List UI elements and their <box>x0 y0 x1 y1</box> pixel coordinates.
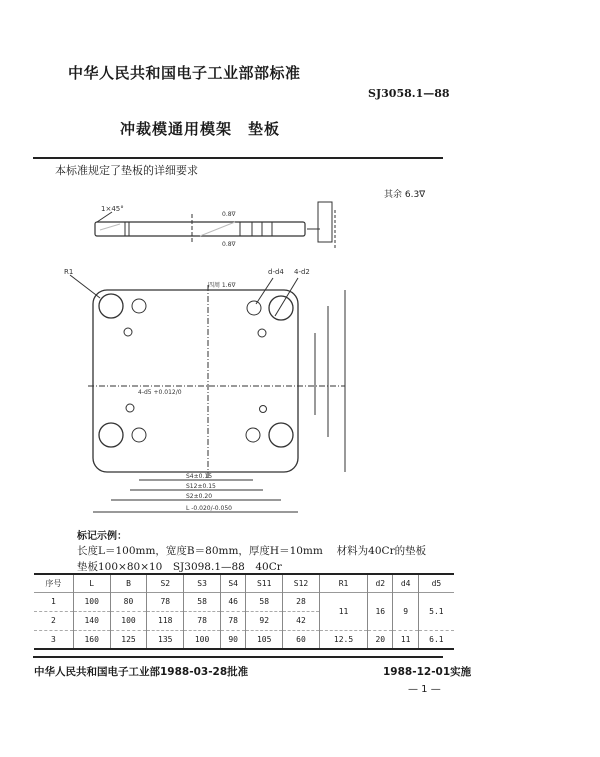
cell: 46 <box>220 592 245 611</box>
table-header-row <box>34 574 454 592</box>
dim-s12: S12±0.15 <box>186 483 216 490</box>
cell: 3 <box>50 634 56 644</box>
scope-text: 本标准规定了垫板的详细要求 <box>55 164 198 177</box>
chamfer-label: 1×45° <box>101 205 124 213</box>
cell: 60 <box>283 630 320 649</box>
cell: 20 <box>368 630 393 649</box>
effective-date: 1988-12-01实施 <box>383 666 472 678</box>
col-header: 序号 <box>45 578 62 588</box>
table-row <box>34 630 454 649</box>
corner-radius-label: R1 <box>64 268 74 276</box>
page-number: — 1 — <box>408 684 441 695</box>
cell: 5.1 <box>418 592 454 630</box>
cell: 9 <box>393 592 418 630</box>
col-header: S4 <box>220 574 245 592</box>
cell: 42 <box>283 611 320 630</box>
standard-code: SJ3058.1—88 <box>368 87 450 100</box>
approval-note: 中华人民共和国电子工业部1988-03-28批准 <box>34 666 249 678</box>
surface-finish-bottom: 0.8∇ <box>222 241 236 248</box>
cell: 100 <box>184 630 221 649</box>
col-header: R1 <box>319 574 367 592</box>
dim-s2: S2±0.20 <box>186 493 213 500</box>
cell: 125 <box>110 630 147 649</box>
cell: 105 <box>246 630 283 649</box>
cell: 12.5 <box>319 630 367 649</box>
cell: 118 <box>147 611 184 630</box>
hole-d4-label: d-d4 <box>268 268 284 276</box>
example-line-2: 垫板100×80×10 SJ3098.1—88 40Cr <box>77 561 282 573</box>
cell: 58 <box>246 592 283 611</box>
dim-s4: S4±0.15 <box>186 473 213 480</box>
dimension-table <box>34 573 454 650</box>
cell: 11 <box>393 630 418 649</box>
example-line-1: 长度L＝100mm，宽度B＝80mm，厚度H＝10mm 材料为40Cr的垫板 <box>77 545 427 557</box>
cell: 160 <box>73 630 110 649</box>
dim-l: L -0.020/-0.050 <box>186 505 232 512</box>
surface-finish-top: 0.8∇ <box>222 211 236 218</box>
col-header: B <box>110 574 147 592</box>
small-holes-label: 4-d5 +0.012/0 <box>138 389 182 396</box>
rest-roughness-note: 其余 6.3∇ <box>384 190 426 200</box>
cell: 2 <box>50 616 56 625</box>
document-title: 冲裁模通用模架 垫板 <box>120 120 281 138</box>
col-header: L <box>73 574 110 592</box>
col-header: d2 <box>368 574 393 592</box>
cell: 100 <box>110 611 147 630</box>
col-header: S3 <box>184 574 221 592</box>
perimeter-roughness: 四周 1.6∇ <box>208 282 236 289</box>
cell: 1 <box>50 597 56 606</box>
footer-divider <box>33 656 443 658</box>
cell: 90 <box>220 630 245 649</box>
cell: 80 <box>110 592 147 611</box>
cell: 78 <box>147 592 184 611</box>
cell: 16 <box>368 592 393 630</box>
cell: 92 <box>246 611 283 630</box>
cell: 28 <box>283 592 320 611</box>
cell: 78 <box>220 611 245 630</box>
cell: 58 <box>184 592 221 611</box>
example-heading: 标记示例： <box>77 531 127 542</box>
table-row <box>34 592 454 611</box>
issuing-organization: 中华人民共和国电子工业部部标准 <box>68 64 301 82</box>
side-view <box>95 202 335 250</box>
col-header: d5 <box>418 574 454 592</box>
cell: 11 <box>319 592 367 630</box>
cell: 78 <box>184 611 221 630</box>
col-header: S12 <box>283 574 320 592</box>
col-header: S11 <box>246 574 283 592</box>
hole-d2-label: 4-d2 <box>294 268 310 276</box>
cell: 6.1 <box>418 630 454 649</box>
col-header: d4 <box>393 574 418 592</box>
cell: 140 <box>73 611 110 630</box>
col-header: S2 <box>147 574 184 592</box>
cell: 135 <box>147 630 184 649</box>
cell: 100 <box>73 592 110 611</box>
